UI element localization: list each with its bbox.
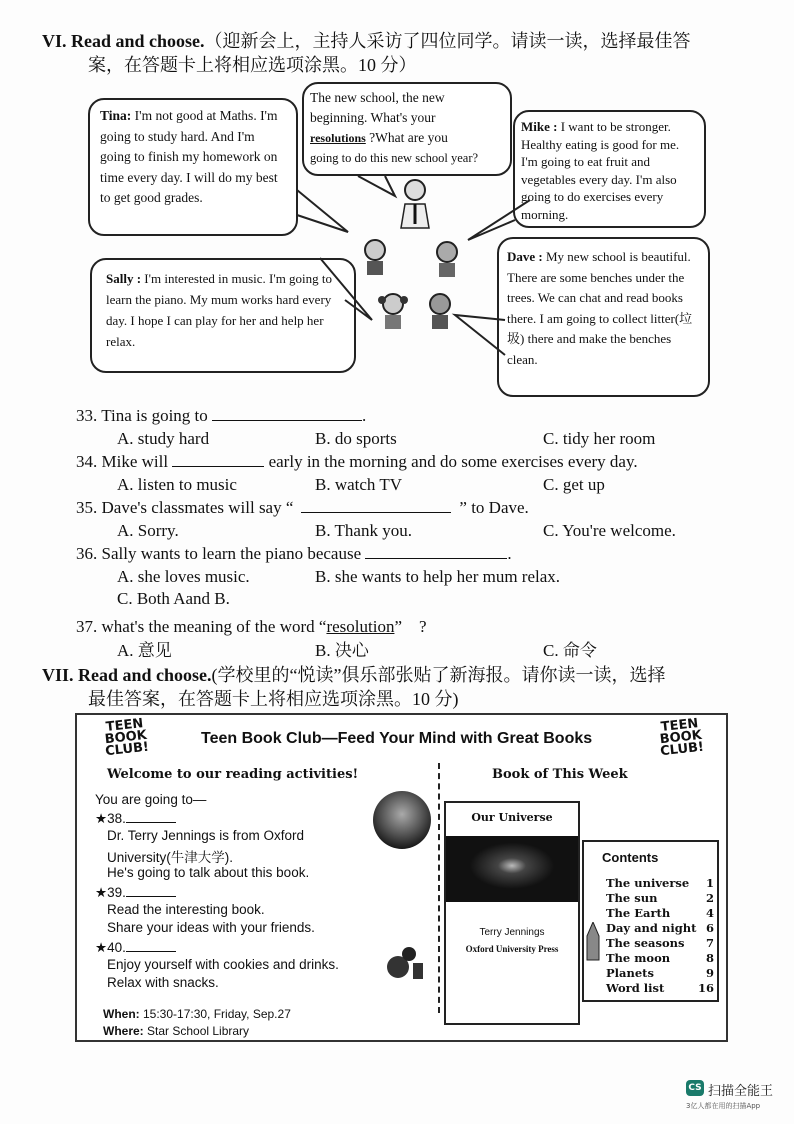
section-7-title bbox=[42, 661, 666, 687]
book-cover bbox=[444, 801, 580, 1025]
answer-blank bbox=[172, 452, 264, 467]
star-icon: ★ bbox=[95, 811, 108, 826]
welcome-heading: Welcome to our reading activities! bbox=[107, 767, 359, 782]
item-38-line: University(牛津大学). bbox=[107, 850, 234, 865]
answer-blank bbox=[365, 544, 507, 559]
contents-item-page: 6 bbox=[705, 921, 714, 935]
option-34-a[interactable]: A. listen to music bbox=[117, 475, 237, 494]
question-36 bbox=[76, 544, 512, 564]
resolutions-word: resolutions bbox=[310, 131, 366, 145]
section-7-instructions-2: 最佳答案，在答题卡上将相应选项涂黑。10 分) bbox=[88, 689, 459, 709]
book-title: Our Universe bbox=[471, 811, 553, 824]
contents-item bbox=[606, 906, 714, 920]
option-35-c[interactable]: C. You're welcome. bbox=[543, 521, 676, 540]
answer-blank bbox=[212, 406, 362, 421]
contents-box bbox=[582, 840, 719, 1002]
option-35-b[interactable]: B. Thank you. bbox=[315, 521, 412, 540]
option-36-c[interactable]: C. Both Aand B. bbox=[117, 589, 230, 608]
question-text: 37. what's the meaning of the word “ bbox=[76, 617, 327, 636]
contents-item-title: The sun bbox=[606, 891, 658, 905]
sally-figure-icon bbox=[378, 292, 408, 330]
contents-heading: Contents bbox=[602, 850, 659, 865]
answer-blank bbox=[126, 810, 176, 823]
book-club-logo-left: TEEN BOOK CLUB! bbox=[104, 716, 150, 760]
contents-item-title: The moon bbox=[606, 951, 671, 965]
answer-blank bbox=[126, 884, 176, 897]
item-number: 39. bbox=[107, 885, 126, 900]
question-text: 35. Dave's classmates will say “ bbox=[76, 498, 294, 517]
item-38 bbox=[95, 810, 176, 827]
dave-name: Dave : bbox=[507, 249, 543, 264]
mike-text: I want to be stronger. Healthy eating is good for me. I'm going to eat fruit and vegetables every day. I'm also going to do exercises every morning. bbox=[521, 119, 680, 222]
item-40 bbox=[95, 939, 176, 956]
item-39-line: Read the interesting book. bbox=[107, 902, 265, 917]
rocket-icon bbox=[586, 922, 600, 972]
section-7-instructions: (学校里的“悦读”俱乐部张贴了新海报。请你读一读，选择 bbox=[211, 665, 666, 685]
camscanner-icon: CS bbox=[686, 1080, 704, 1096]
sally-text: I'm interested in music. I'm going to learn the piano. My mum works hard every day. I hope I can play for her and help her relax. bbox=[106, 271, 333, 349]
contents-item bbox=[606, 921, 714, 935]
event-place bbox=[103, 1024, 249, 1038]
option-34-b[interactable]: B. watch TV bbox=[315, 475, 403, 494]
item-39-line: Share your ideas with your friends. bbox=[107, 920, 315, 935]
question-34 bbox=[76, 452, 638, 472]
contents-item-page: 8 bbox=[705, 951, 714, 965]
question-text-end: . bbox=[362, 406, 367, 425]
contents-item-title: The Earth bbox=[606, 906, 671, 920]
mike-name: Mike : bbox=[521, 119, 558, 134]
item-number: 40. bbox=[107, 940, 126, 955]
book-of-week-heading: Book of This Week bbox=[492, 767, 628, 782]
book-club-logo-right: TEEN BOOK CLUB! bbox=[659, 716, 705, 760]
contents-item-title: Planets bbox=[606, 966, 654, 980]
contents-item-title: Word list bbox=[606, 981, 665, 995]
when-value: 15:30-17:30, Friday, Sep.27 bbox=[139, 1007, 291, 1021]
contents-item bbox=[606, 966, 714, 980]
host-line-1: The new school, the new bbox=[310, 90, 445, 105]
option-36-b[interactable]: B. she wants to help her mum relax. bbox=[315, 567, 561, 586]
section-6-instructions-2: 案，在答题卡上将相应选项涂黑。10 分） bbox=[88, 55, 417, 75]
contents-item-title: The universe bbox=[606, 876, 690, 890]
option-37-c[interactable]: C. 命令 bbox=[543, 641, 597, 660]
intro-text: You are going to— bbox=[95, 792, 207, 807]
sally-name: Sally : bbox=[106, 271, 142, 286]
book-publisher: Oxford University Press bbox=[465, 944, 559, 954]
option-33-a[interactable]: A. study hard bbox=[117, 429, 210, 448]
snacks-icon bbox=[385, 945, 427, 981]
tina-text: I'm not good at Maths. I'm going to study hard. And I'm going to finish my homework on time every day. I will do my best to get good grades. bbox=[100, 108, 278, 205]
option-33-c[interactable]: C. tidy her room bbox=[543, 429, 656, 448]
item-40-line: Relax with snacks. bbox=[107, 975, 219, 990]
option-37-b[interactable]: B. 决心 bbox=[315, 641, 369, 660]
contents-item-page: 2 bbox=[705, 891, 714, 905]
contents-item-page: 16 bbox=[697, 981, 714, 995]
question-text: 36. Sally wants to learn the piano because bbox=[76, 544, 362, 563]
question-33 bbox=[76, 406, 366, 426]
contents-item-page: 1 bbox=[705, 876, 714, 890]
event-time bbox=[103, 1007, 291, 1021]
contents-item-page: 9 bbox=[705, 966, 714, 980]
contents-item-title: Day and night bbox=[606, 921, 697, 935]
watermark-brand: 扫描全能王 bbox=[708, 1084, 774, 1099]
question-37 bbox=[76, 612, 427, 637]
mike-figure-icon bbox=[432, 240, 462, 278]
item-38-line: Dr. Terry Jennings is from Oxford bbox=[107, 828, 305, 843]
question-text: 33. Tina is going to bbox=[76, 406, 208, 425]
girl-figure-icon bbox=[360, 238, 390, 276]
host-line-2: beginning. What's your bbox=[310, 110, 436, 125]
where-value: Star School Library bbox=[143, 1024, 250, 1038]
author-portrait bbox=[373, 791, 431, 849]
dave-figure-icon bbox=[425, 292, 455, 330]
book-club-poster bbox=[75, 713, 728, 1042]
section-6-number: VI. Read and choose. bbox=[42, 31, 205, 51]
where-label: Where: bbox=[103, 1024, 144, 1038]
question-text: 34. Mike will bbox=[76, 452, 169, 471]
option-33-b[interactable]: B. do sports bbox=[315, 429, 397, 448]
when-label: When: bbox=[103, 1007, 140, 1021]
dave-text: My new school is beautiful. There are some benches under the trees. We can chat and read books there. I am going to collect litter(垃圾) there and make the benches clean. bbox=[507, 249, 693, 367]
question-text-end: . bbox=[507, 544, 512, 563]
answer-blank bbox=[301, 498, 451, 513]
question-35 bbox=[76, 498, 529, 518]
host-line-4: going to do this new school year? bbox=[310, 151, 479, 165]
galaxy-image bbox=[446, 836, 578, 902]
section-6-instructions: （迎新会上，主持人采访了四位同学。请读一读，选择最佳答 bbox=[204, 31, 691, 51]
book-author: Terry Jennings bbox=[479, 927, 545, 938]
star-icon: ★ bbox=[95, 885, 108, 900]
item-40-line: Enjoy yourself with cookies and drinks. bbox=[107, 957, 339, 972]
poster-title: Teen Book Club—Feed Your Mind with Great Books bbox=[201, 730, 593, 747]
watermark-tagline: 3亿人都在用的扫描App bbox=[686, 1102, 761, 1110]
contents-item-page: 4 bbox=[705, 906, 714, 920]
contents-item bbox=[606, 951, 714, 965]
option-36-a[interactable]: A. she loves music. bbox=[117, 567, 250, 586]
item-39 bbox=[95, 884, 176, 901]
option-34-c[interactable]: C. get up bbox=[543, 475, 605, 494]
contents-item-title: The seasons bbox=[606, 936, 685, 950]
host-figure-icon bbox=[395, 178, 435, 230]
section-7-number: VII. Read and choose. bbox=[42, 665, 212, 685]
question-text-end: ” to Dave. bbox=[459, 498, 529, 517]
contents-item bbox=[606, 981, 714, 995]
question-text-end: early in the morning and do some exercises every day. bbox=[268, 452, 638, 471]
underlined-word: resolution bbox=[326, 617, 395, 636]
option-37-a[interactable]: A. 意见 bbox=[117, 641, 172, 660]
option-35-a[interactable]: A. Sorry. bbox=[117, 521, 179, 540]
host-line-3: ?What are you bbox=[365, 130, 448, 145]
contents-item bbox=[606, 876, 714, 890]
contents-item-page: 7 bbox=[705, 936, 714, 950]
contents-item bbox=[606, 936, 714, 950]
contents-item bbox=[606, 891, 714, 905]
question-text-end: ” ? bbox=[394, 617, 427, 636]
tina-name: Tina: bbox=[100, 108, 132, 123]
poster-divider bbox=[438, 763, 440, 1013]
item-number: 38. bbox=[107, 811, 126, 826]
item-38-line: He's going to talk about this book. bbox=[107, 865, 310, 880]
answer-blank bbox=[126, 939, 176, 952]
star-icon: ★ bbox=[95, 940, 108, 955]
